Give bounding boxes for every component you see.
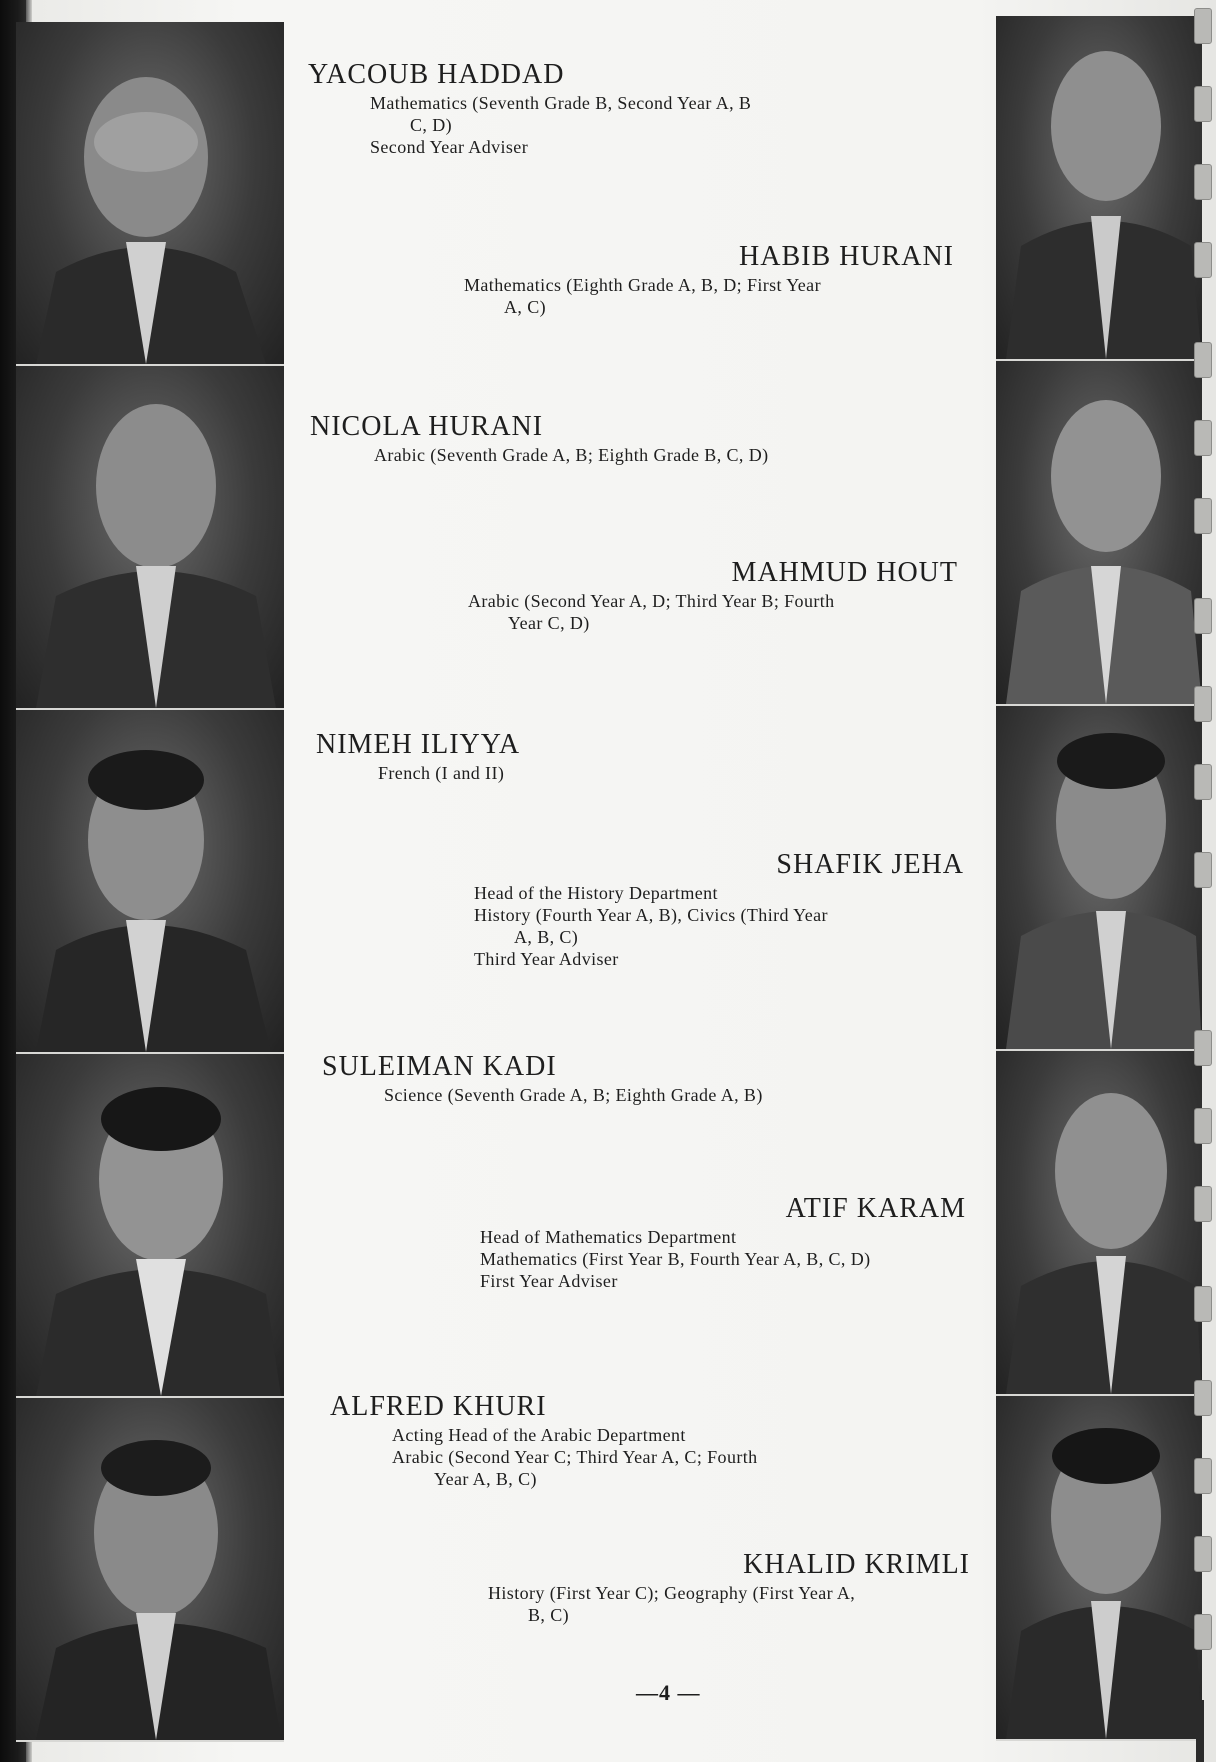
right-photo-column <box>996 16 1202 1741</box>
sprocket-hole <box>1194 8 1212 44</box>
faculty-detail: A, C) <box>504 297 546 317</box>
faculty-name: SULEIMAN KADI <box>322 1051 557 1082</box>
sprocket-hole <box>1194 852 1212 888</box>
sprocket-hole <box>1194 598 1212 634</box>
faculty-entry-suleiman-kadi <box>322 1050 763 1106</box>
sprocket-hole <box>1194 1108 1212 1144</box>
sprocket-hole <box>1194 1380 1212 1416</box>
faculty-entry-mahmud-hout <box>468 556 958 634</box>
sprocket-hole <box>1194 764 1212 800</box>
faculty-detail: Arabic (Seventh Grade A, B; Eighth Grade B, C, D) <box>374 445 769 465</box>
faculty-detail: Second Year Adviser <box>370 137 529 157</box>
faculty-name: MAHMUD HOUT <box>731 557 958 588</box>
edge-mark <box>1196 1700 1204 1762</box>
faculty-name: ALFRED KHURI <box>330 1391 547 1422</box>
faculty-detail: Arabic (Second Year A, D; Third Year B; Fourth <box>468 591 835 611</box>
faculty-name: KHALID KRIMLI <box>743 1549 970 1580</box>
faculty-detail: C, D) <box>410 115 452 135</box>
faculty-detail: History (Fourth Year A, B), Civics (Third Year <box>474 905 828 925</box>
portrait-nicola-hurani <box>16 366 284 710</box>
faculty-detail: Mathematics (First Year B, Fourth Year A, B, C, D) <box>480 1249 871 1269</box>
faculty-name: NIMEH ILIYYA <box>316 729 521 760</box>
left-photo-column <box>16 22 284 1742</box>
faculty-name: YACOUB HADDAD <box>308 59 565 90</box>
faculty-detail: Year C, D) <box>508 613 590 633</box>
portrait-habib-hurani <box>996 16 1202 361</box>
faculty-detail: French (I and II) <box>378 763 505 783</box>
faculty-entry-habib-hurani <box>464 240 954 318</box>
sprocket-hole <box>1194 686 1212 722</box>
portrait-atif-karam <box>996 1051 1202 1396</box>
faculty-detail: Third Year Adviser <box>474 949 619 969</box>
portrait-yacoub-haddad <box>16 22 284 366</box>
faculty-entry-khalid-krimli <box>488 1548 970 1626</box>
page-number: —4 — <box>636 1680 701 1705</box>
portrait-suleiman-kadi <box>16 1054 284 1398</box>
sprocket-hole <box>1194 242 1212 278</box>
portrait-shafik-jeha <box>996 706 1202 1051</box>
portrait-alfred-khuri <box>16 1398 284 1742</box>
sprocket-hole <box>1194 1030 1212 1066</box>
faculty-detail: Head of Mathematics Department <box>480 1227 737 1247</box>
faculty-name: SHAFIK JEHA <box>776 849 964 880</box>
faculty-detail: History (First Year C); Geography (First Year A, <box>488 1583 856 1603</box>
faculty-detail: Science (Seventh Grade A, B; Eighth Grade A, B) <box>384 1085 763 1105</box>
faculty-entry-nicola-hurani <box>310 410 769 466</box>
portrait-khalid-krimli <box>996 1396 1202 1741</box>
sprocket-hole <box>1194 342 1212 378</box>
sprocket-hole <box>1194 420 1212 456</box>
faculty-entry-nimeh-iliyya <box>316 728 520 784</box>
faculty-entry-alfred-khuri <box>330 1390 758 1490</box>
portrait-nimeh-iliyya <box>16 710 284 1054</box>
portrait-mahmud-hout <box>996 361 1202 706</box>
sprocket-hole <box>1194 86 1212 122</box>
sprocket-hole <box>1194 1614 1212 1650</box>
faculty-entry-shafik-jeha <box>474 848 964 970</box>
faculty-name: ATIF KARAM <box>785 1193 966 1224</box>
faculty-detail: A, B, C) <box>514 927 579 947</box>
faculty-entry-yacoub-haddad <box>308 58 751 158</box>
sprocket-hole <box>1194 1286 1212 1322</box>
faculty-detail: Mathematics (Seventh Grade B, Second Year A, B <box>370 93 752 113</box>
sprocket-hole <box>1194 498 1212 534</box>
faculty-detail: Year A, B, C) <box>434 1469 537 1489</box>
sprocket-hole <box>1194 1186 1212 1222</box>
sprocket-hole <box>1194 1458 1212 1494</box>
faculty-entry-atif-karam <box>480 1192 966 1292</box>
sprocket-hole <box>1194 164 1212 200</box>
faculty-detail: Acting Head of the Arabic Department <box>392 1425 686 1445</box>
faculty-name: NICOLA HURANI <box>310 411 544 442</box>
faculty-name: HABIB HURANI <box>739 241 954 272</box>
faculty-detail: Arabic (Second Year C; Third Year A, C; Fourth <box>392 1447 758 1467</box>
film-sprockets <box>1186 0 1206 1762</box>
sprocket-hole <box>1194 1536 1212 1572</box>
faculty-detail: Mathematics (Eighth Grade A, B, D; First Year <box>464 275 821 295</box>
faculty-detail: First Year Adviser <box>480 1271 618 1291</box>
faculty-detail: B, C) <box>528 1605 570 1625</box>
faculty-detail: Head of the History Department <box>474 883 718 903</box>
